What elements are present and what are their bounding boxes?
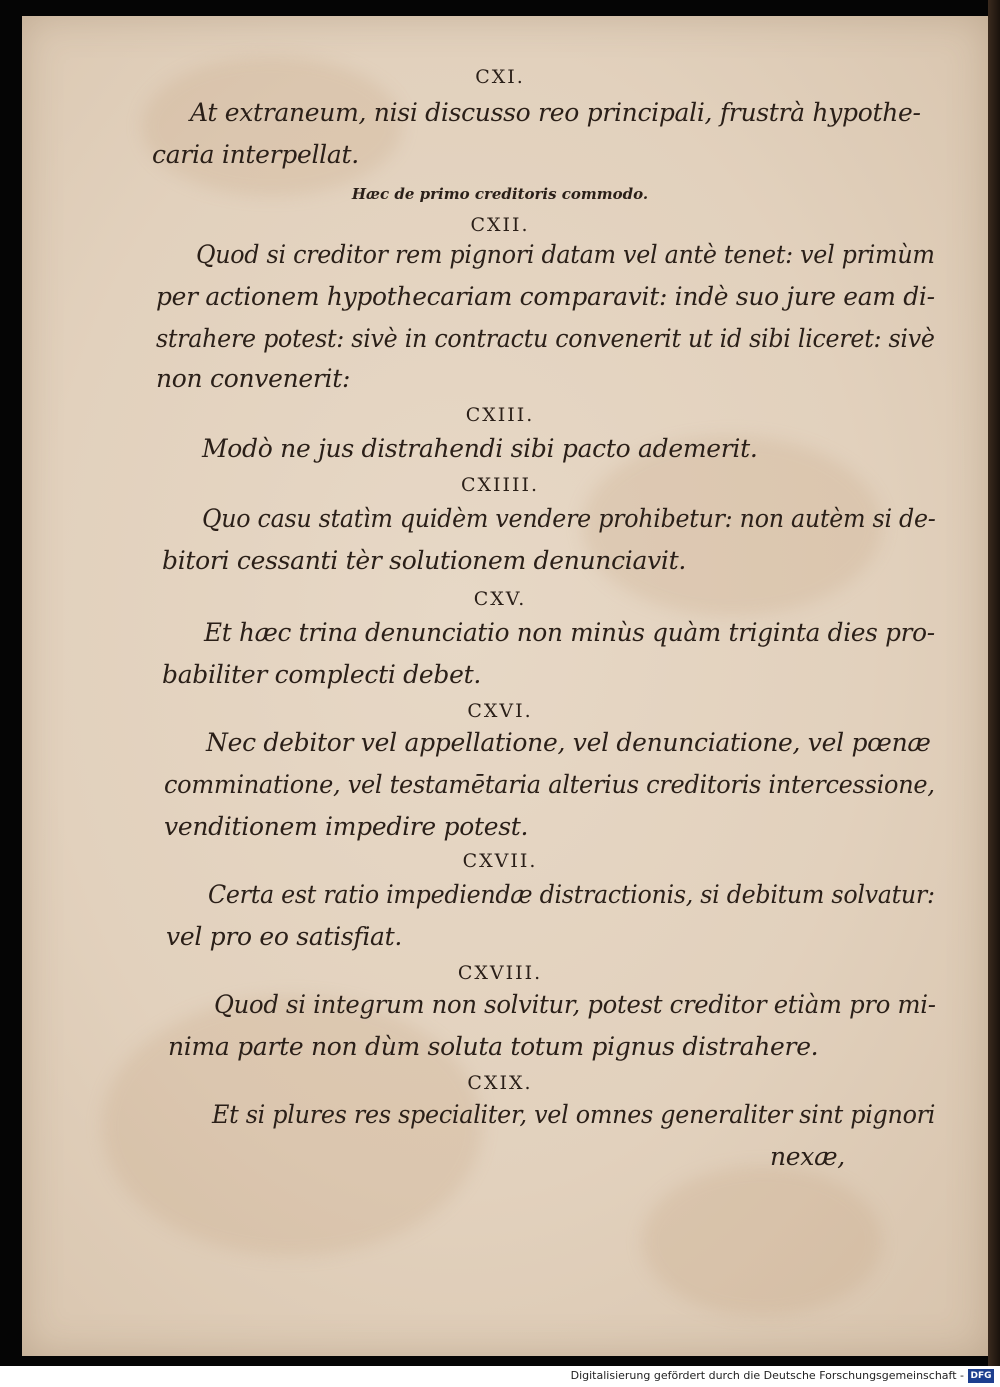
section-subheading: Hæc de primo creditoris commodo.	[351, 185, 649, 203]
section-heading: CXIIII.	[460, 474, 540, 496]
text-line: Et hæc trina denunciatio non minùs quàm triginta dies pro-	[204, 618, 935, 647]
footer-credit: Digitalisierung gefördert durch die Deutsche Forschungsgemeinschaft -	[570, 1369, 964, 1382]
text-line: Nec debitor vel appellatione, vel denunciatione, vel pœnæ	[206, 728, 931, 757]
section-heading: CXV.	[473, 588, 527, 610]
text-line: vel pro eo satisfiat.	[166, 922, 403, 951]
text-line: non convenerit:	[156, 364, 351, 393]
section-heading: CXIX.	[467, 1072, 533, 1094]
text-line: Quod si creditor rem pignori datam vel antè tenet: vel primùm	[196, 240, 935, 269]
text-line: comminatione, vel testamētaria alterius creditoris intercessione,	[164, 770, 935, 799]
section-heading: CXIII.	[465, 404, 535, 426]
text-line: per actionem hypothecariam comparavit: indè suo jure eam di-	[156, 282, 935, 311]
text-line: caria interpellat.	[152, 140, 359, 169]
text-line: babiliter complecti debet.	[162, 660, 481, 689]
footer-bar	[0, 1366, 1000, 1387]
text-line: Modò ne jus distrahendi sibi pacto ademerit.	[202, 434, 758, 463]
text-line: Certa est ratio impediendæ distractionis, si debitum solvatur:	[208, 880, 935, 909]
text-line: At extraneum, nisi discusso reo principali, frustrà hypothe-	[190, 98, 921, 127]
text-line: Et si plures res specialiter, vel omnes generaliter sint pignori	[212, 1100, 936, 1129]
section-heading: CXVII.	[462, 850, 538, 872]
section-heading: CXII.	[470, 214, 530, 236]
text-line: bitori cessanti tèr solutionem denunciavit.	[162, 546, 687, 575]
section-heading: CXVI.	[467, 700, 533, 722]
text-line: strahere potest: sivè in contractu convenerit ut id sibi liceret: sivè	[156, 324, 935, 353]
text-line: nima parte non dùm soluta totum pignus distrahere.	[168, 1032, 819, 1061]
text-line: Quo casu statìm quidèm vendere prohibetur: non autèm si de-	[202, 504, 936, 533]
section-heading: CXVIII.	[457, 962, 543, 984]
catchword: nexæ,	[770, 1142, 845, 1171]
section-heading: CXI.	[475, 66, 525, 88]
text-line: Quod si integrum non solvitur, potest creditor etiàm pro mi-	[214, 990, 936, 1019]
text-line: venditionem impedire potest.	[164, 812, 529, 841]
dfg-logo: DFG	[968, 1369, 994, 1383]
